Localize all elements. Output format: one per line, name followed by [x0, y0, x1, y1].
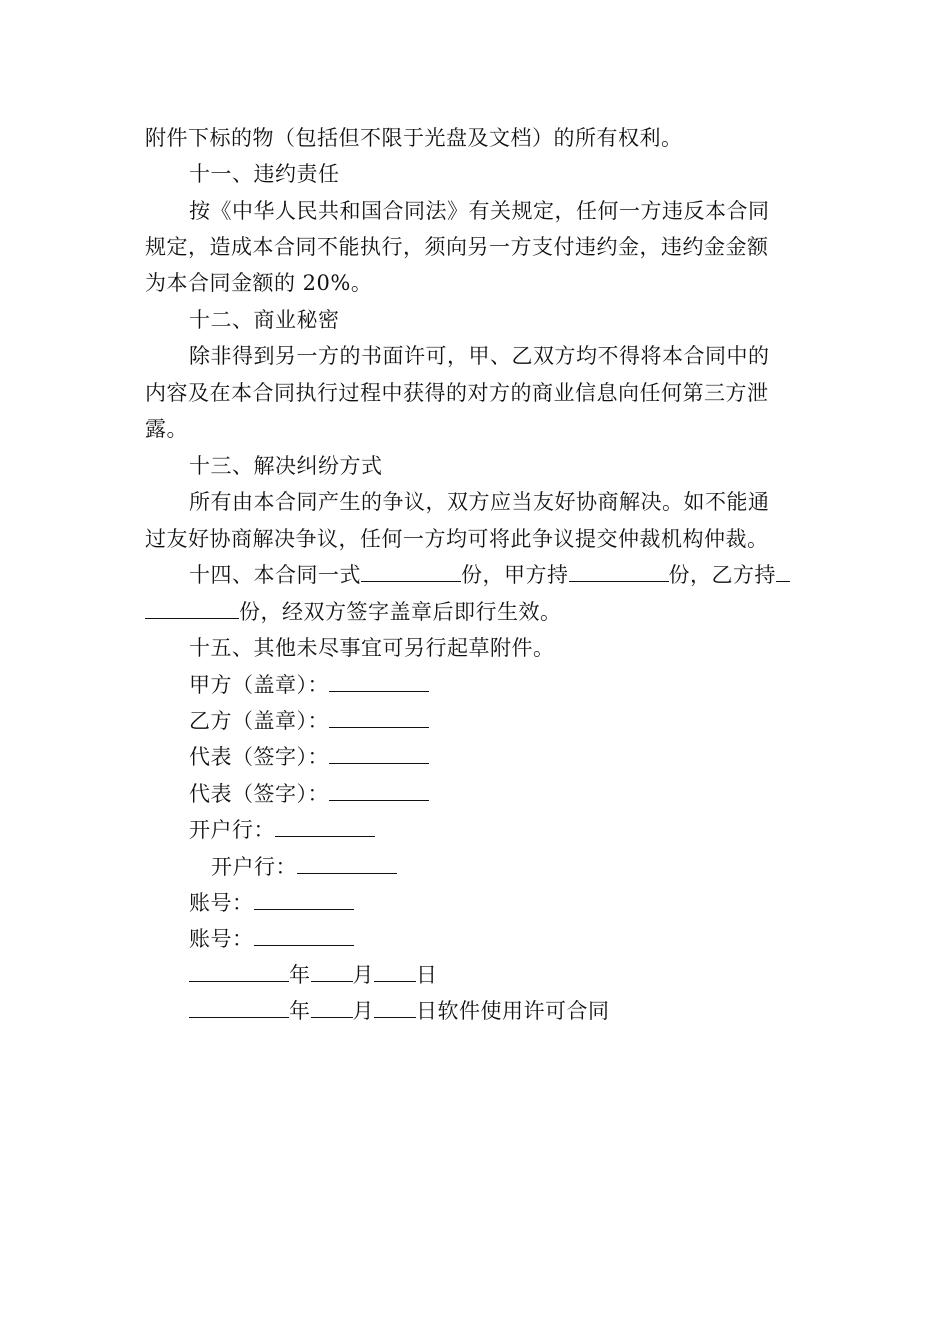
clause-14-line1	[189, 557, 815, 593]
day-label-with-title: 日软件使用许可合同	[416, 999, 610, 1023]
account-b-blank	[254, 925, 354, 946]
party-b-copies-blank	[145, 598, 239, 619]
party-b-seal-row	[189, 703, 859, 739]
paragraph-line: 为本合同金额的 20%。	[145, 271, 373, 295]
day-blank	[374, 997, 416, 1018]
date-row-2	[189, 993, 859, 1029]
copies-blank	[361, 561, 461, 582]
bank-a-label: 开户行：	[189, 818, 275, 842]
bank-a-row	[189, 812, 859, 848]
rep-a-row	[189, 739, 859, 775]
party-a-seal-blank	[329, 671, 429, 692]
party-a-copies-blank	[569, 561, 669, 582]
party-b-seal-blank	[329, 707, 429, 728]
paragraph-line: 规定，造成本合同不能执行，须向另一方支付违约金，违约金金额	[145, 235, 769, 259]
party-a-seal-label: 甲方（盖章）：	[189, 673, 329, 697]
day-label: 日	[416, 963, 438, 987]
account-b-label: 账号：	[189, 927, 254, 951]
year-blank	[189, 961, 289, 982]
party-b-copies-blank	[776, 561, 790, 582]
clause-14-text: 份，经双方签字盖章后即行生效。	[239, 600, 562, 624]
account-b-row	[189, 921, 859, 957]
clause-14-line2	[145, 594, 815, 630]
section-heading-breach: 十一、违约责任	[189, 162, 340, 186]
paragraph-line: 附件下标的物（包括但不限于光盘及文档）的所有权利。	[145, 126, 683, 150]
paragraph-line: 内容及在本合同执行过程中获得的对方的商业信息向任何第三方泄	[145, 381, 769, 405]
paragraph-line: 除非得到另一方的书面许可，甲、乙双方均不得将本合同中的	[189, 344, 770, 368]
account-a-label: 账号：	[189, 891, 254, 915]
bank-b-label: 开户行：	[211, 855, 297, 879]
day-blank	[374, 961, 416, 982]
paragraph-line: 按《中华人民共和国合同法》有关规定，任何一方违反本合同	[189, 199, 770, 223]
clause-14-text: 十四、本合同一式	[189, 563, 361, 587]
clause-14-text: 份，乙方持	[668, 563, 776, 587]
clause-15: 十五、其他未尽事宜可另行起草附件。	[189, 636, 555, 660]
year-blank	[189, 997, 289, 1018]
bank-a-blank	[275, 816, 375, 837]
section-heading-dispute: 十三、解决纠纷方式	[189, 454, 383, 478]
rep-a-blank	[329, 743, 429, 764]
rep-b-blank	[329, 780, 429, 801]
month-blank	[311, 961, 353, 982]
rep-b-label: 代表（签字）：	[189, 782, 329, 806]
year-label: 年	[289, 999, 311, 1023]
rep-a-label: 代表（签字）：	[189, 745, 329, 769]
section-heading-trade-secret: 十二、商业秘密	[189, 308, 340, 332]
year-label: 年	[289, 963, 311, 987]
bank-b-blank	[297, 853, 397, 874]
paragraph-line: 过友好协商解决争议，任何一方均可将此争议提交仲裁机构仲裁。	[145, 527, 769, 551]
party-a-seal-row	[189, 667, 859, 703]
paragraph-line: 露。	[145, 417, 188, 441]
month-label: 月	[352, 963, 374, 987]
clause-14-text: 份，甲方持	[461, 563, 569, 587]
rep-b-row	[189, 776, 859, 812]
month-blank	[311, 997, 353, 1018]
month-label: 月	[352, 999, 374, 1023]
account-a-row	[189, 885, 859, 921]
party-b-seal-label: 乙方（盖章）：	[189, 709, 329, 733]
paragraph-line: 所有由本合同产生的争议，双方应当友好协商解决。如不能通	[189, 490, 770, 514]
date-row-1	[189, 957, 859, 993]
bank-b-row	[211, 849, 881, 885]
account-a-blank	[254, 889, 354, 910]
